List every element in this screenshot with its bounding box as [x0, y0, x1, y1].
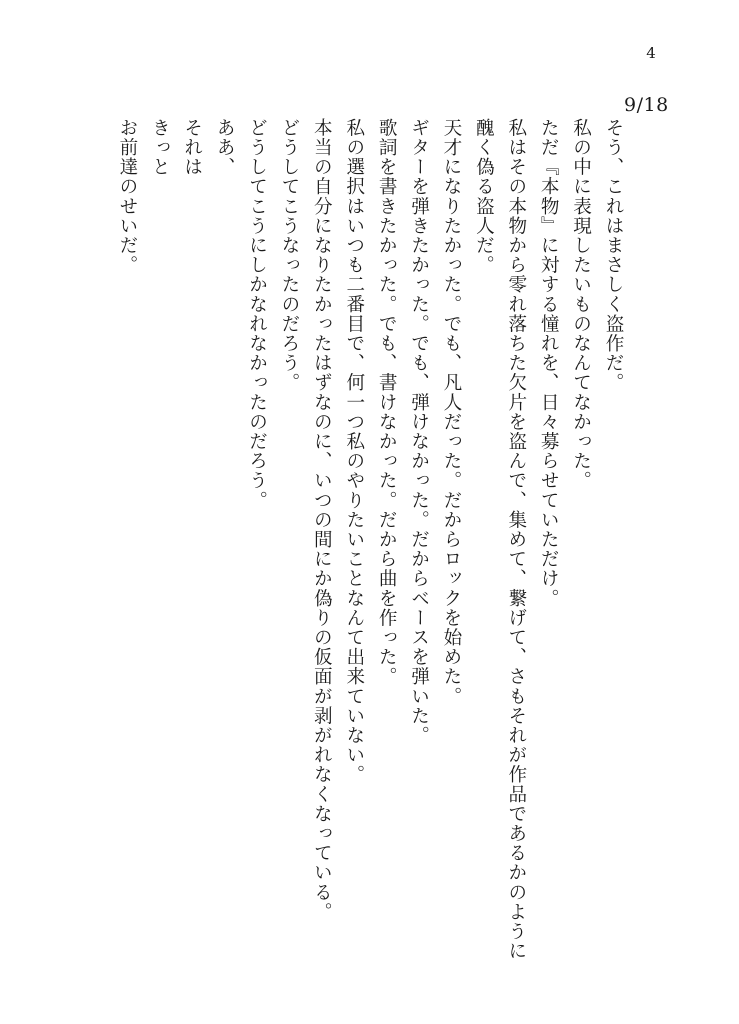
text-line: 天才になりたかった。でも、凡人だった。だからロックを始めた。 [440, 118, 462, 706]
date-heading: 9/18 [624, 94, 669, 116]
text-line: ただ『本物』に対する憧れを、日々募らせていただけ。 [538, 118, 560, 608]
page-number: 4 [646, 44, 656, 62]
text-line: それは [181, 118, 203, 177]
text-line: 私の選択はいつも二番目で、何一つ私のやりたいことなんて出来ていない。 [343, 118, 365, 785]
text-line: 醜く偽る盗人だ。 [473, 118, 495, 275]
text-line: 歌詞を書きたかった。でも、書けなかった。だから曲を作った。 [376, 118, 398, 687]
text-line: 私の中に表現したいものなんてなかった。 [570, 118, 592, 491]
text-line: どうしてこうなったのだろう。 [278, 118, 300, 393]
vertical-text-body [111, 118, 630, 978]
text-line: お前達のせいだ。 [116, 118, 138, 275]
text-line: きっと [149, 118, 171, 177]
text-line: どうしてこうにしかなれなかったのだろう。 [246, 118, 268, 510]
text-line: そう、これはまさしく盗作だ。 [603, 118, 624, 393]
text-line: 本当の自分になりたかったはずなのに、いつの間にか偽りの仮面が剥がれなくなっている。 [311, 118, 333, 922]
text-line: 私はその本物から零れ落ちた欠片を盗んで、集めて、繋げて、さもそれが作品であるかのように [505, 118, 527, 961]
text-line: ああ、 [214, 118, 236, 177]
text-line: ギターを弾きたかった。でも、弾けなかった。だからベースを弾いた。 [408, 118, 430, 746]
